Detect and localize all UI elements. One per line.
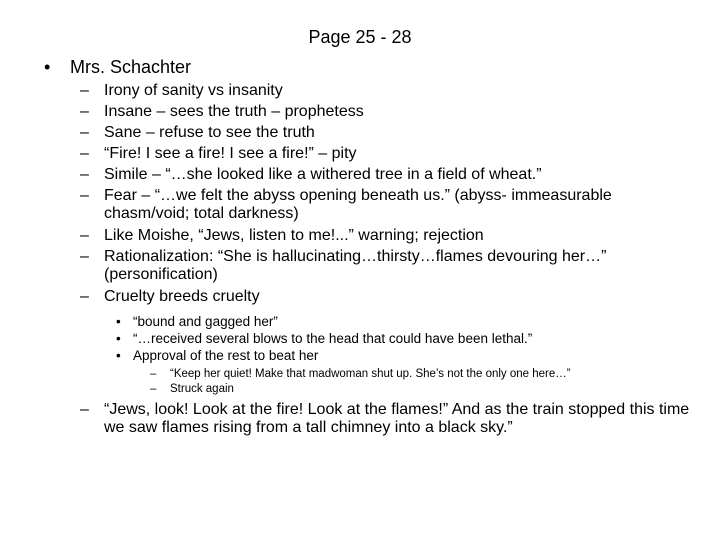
bullet-marker: • — [116, 331, 121, 346]
cruelty-point-bound — [116, 313, 696, 330]
dash-marker: – — [80, 145, 89, 162]
sub-point-text: Cruelty breeds cruelty — [104, 288, 260, 305]
dash-marker: – — [150, 368, 157, 380]
sub-point-fire-quote — [80, 145, 700, 163]
main-bullet — [44, 56, 191, 78]
cruelty-point-text: Approval of the rest to beat her — [133, 348, 319, 363]
page-title: Page 25 - 28 — [308, 27, 412, 47]
dash-marker: – — [80, 187, 89, 204]
dash-marker: – — [80, 248, 89, 265]
approval-point-text: “Keep her quiet! Make that madwoman shut up. She’s not the only one here…” — [170, 368, 571, 380]
cruelty-point-approval — [116, 347, 696, 364]
dash-marker: – — [80, 82, 89, 99]
sub-point-text: Simile – “…she looked like a withered tree in a field of wheat.” — [104, 166, 542, 183]
dash-marker: – — [80, 401, 89, 418]
sub-point-text: Irony of sanity vs insanity — [104, 82, 283, 99]
sub-point-moishe — [80, 227, 700, 245]
main-bullet-text: Mrs. Schachter — [70, 57, 192, 77]
sub-point-cruelty — [80, 288, 700, 306]
approval-point-quiet — [150, 367, 710, 381]
sub-point-text: Insane – sees the truth – prophetess — [104, 103, 364, 120]
dash-marker: – — [80, 166, 89, 183]
bullet-marker: • — [116, 314, 121, 329]
sub-point-fear — [80, 187, 700, 223]
approval-point-text: Struck again — [170, 383, 234, 395]
cruelty-point-text: “bound and gagged her” — [133, 314, 278, 329]
bullet-marker: • — [116, 348, 121, 363]
approval-point-struck — [150, 382, 710, 396]
sub-point-text: Fear – “…we felt the abyss opening beneath us.” (abyss- immeasurable chasm/void; total darkness) — [104, 187, 612, 222]
dash-marker: – — [80, 103, 89, 120]
dash-marker: – — [80, 288, 89, 305]
sub-point-text: “Fire! I see a fire! I see a fire!” – pity — [104, 145, 357, 162]
sub-point-final-quote — [80, 401, 700, 437]
dash-marker: – — [150, 383, 157, 395]
cruelty-point-text: “…received several blows to the head that could have been lethal.” — [133, 331, 533, 346]
cruelty-point-blows — [116, 330, 696, 347]
sub-point-text: Sane – refuse to see the truth — [104, 124, 315, 141]
bullet-marker: • — [44, 57, 51, 77]
sub-point-sanity-irony — [80, 82, 700, 100]
sub-point-simile — [80, 166, 700, 184]
sub-point-insane — [80, 103, 700, 121]
sub-point-text: “Jews, look! Look at the fire! Look at the flames!” And as the train stopped this time we saw flames rising from a tall chimney into a black sky.” — [104, 401, 690, 436]
dash-marker: – — [80, 124, 89, 141]
sub-point-text: Rationalization: “She is hallucinating…thirsty…flames devouring her…” (personification) — [104, 248, 607, 283]
sub-point-rationalization — [80, 248, 700, 284]
sub-point-text: Like Moishe, “Jews, listen to me!...” warning; rejection — [104, 227, 484, 244]
dash-marker: – — [80, 227, 89, 244]
sub-point-sane — [80, 124, 700, 142]
